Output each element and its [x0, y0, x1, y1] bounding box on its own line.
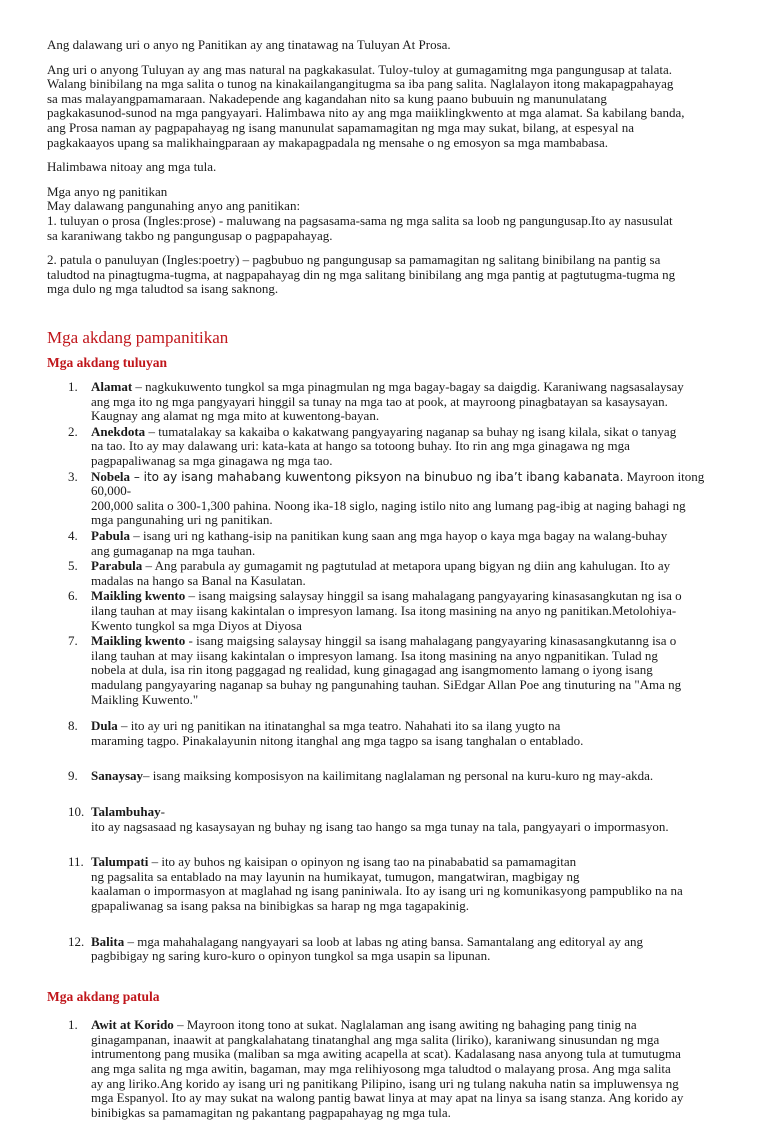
list-term: Maikling kwento — [91, 633, 186, 649]
list-term: Nobela — [91, 468, 130, 484]
list-number: 3. — [68, 468, 78, 484]
list-text: – Ang parabula ay gumagamit ng pagtutulad at metapora upang bigyan ng diin ang kahulugan. Ito ay madalas na hango sa Banal na Kasulatan. — [91, 558, 671, 588]
list-text: - ito ay nagsasaad ng kasaysayan ng buhay ng isang tao hango sa mga tunay na tala, pangyayari o impormasyon. — [91, 803, 669, 834]
list-text: – isang maiksing komposisyon na kailimitang naglalaman ng personal na kuru-kuro ng may-akda. — [143, 768, 654, 784]
list-number: 1. — [68, 379, 78, 395]
list-text-sans: – ito ay isang mahabang kuwentong piksyon na binubuo ng iba’t ibang kabanata. — [130, 469, 624, 484]
list-term: Balita — [91, 933, 125, 949]
list-item — [47, 1018, 725, 1120]
list-term: Anekdota — [91, 423, 146, 439]
list-term: Parabula — [91, 558, 143, 574]
tuluyan-list — [47, 380, 725, 964]
section-heading: Mga akdang pampanitikan — [47, 327, 229, 347]
list-text: – nagkukuwento tungkol sa mga pinagmulan ng mga bagay-bagay sa daigdig. Karaniwang nagsasalaysay ang mga ito ng mga pangyayari hinggil sa tunay na mga tao at pook, at mayroong pinagbatayan sa kasaysayan. Kaugnay ang alamat ng mga mito at kuwentong-bayan. — [91, 379, 684, 424]
intro-paragraph-5: 2. patula o panuluyan (Ingles:poetry) – pagbubuo ng pangungusap sa pamamagitan ng salitang binibilang na pantig sa taludtod na pinagtugma-tugma, at nagpapahayag din ng mga salitang binibilang ang mga pantig at pagtutugma-tugma ng mga dulo ng mga taludtod sa isang saknong. — [47, 252, 676, 297]
tuluyan-subheading: Mga akdang tuluyan — [47, 354, 168, 370]
list-text: – isang maigsing salaysay hinggil sa isang mahalagang pangyayaring kinasasangkutan ng isa o ilang tauhan at may iisang kakintalan o impresyon lamang. Isa itong masining na anyo ng panitikan.Metolohiya- Kwento tungkol sa mga Diyos at Diyosa — [91, 588, 682, 633]
list-number: 12. — [68, 933, 85, 949]
list-text: – tumatalakay sa kakaiba o kakatwang pangyayaring naganap sa buhay ng isang kilala, sikat o tanyag na tao. Ito ay may dalawang uri: kata-kata at hango sa totoong buhay. Ito rin ang mga ginagawa ng mga pagpapaliwanag sa mga ginagawa ng mga tao. — [91, 423, 677, 469]
list-text: – ito ay buhos ng kaisipan o opinyon ng isang tao na pinababatid sa pamamagitan ng pagsalita sa entablado na may layunin na humikayat, tumugon, mangatwiran, magbigay ng kaalaman o impormasyon at maglahad ng isang paniniwala. Ito ay isang uri ng komunikasyong pampubliko na na gpapaliwanag sa isang paksa na binibigkas sa harap ng mga tagapakinig. — [91, 854, 683, 913]
list-item — [47, 805, 725, 834]
list-term: Alamat — [91, 379, 133, 395]
list-number: 1. — [68, 1017, 78, 1033]
list-item — [47, 425, 725, 469]
list-term: Talambuhay — [91, 803, 161, 819]
list-text: – ito ay uri ng panitikan na itinatanghal sa mga teatro. Nahahati ito sa ilang yugto na maraming tagpo. Pinakalayunin nitong itanghal ang mga tagpo sa isang tanghalan o entablado. — [91, 718, 584, 748]
patula-list — [47, 1018, 725, 1120]
list-item — [47, 769, 725, 784]
list-text: Mayroon itong 60,000- 200,000 salita o 300-1,300 pahina. Noong ika-18 siglo, naging istilo nito ang lumang pag-ibig at naging bahagi ng mga pangunahing uri ng panitikan. — [91, 468, 705, 528]
list-number: 9. — [68, 768, 78, 784]
list-item — [47, 855, 725, 913]
list-number: 6. — [68, 588, 78, 604]
list-text: – Mayroon itong tono at sukat. Naglalaman ang isang awiting ng bahaging pang tinig na ginagampanan, inaawit at pangkalahatang tinatanghal ang mga salita (liriko), karaniwang sinusundan ng mga intrumentong pang musika (maliban sa mga awiting acapella at scat). Kadalasang nasa anyong tula at tumutugma ang mga salita ng mga awitin, bagaman, may mga relihiyosong mga taludtod o malayang prosa. Ang mga salita ay ang liriko.Ang korido ay isang uri ng panitikang Pilipino, isang uri ng tulang nakuha natin sa impluwensya ng mga Espanyol. Ito ay may sukat na walong pantig bawat linya at may apat na linya sa isang stanza. Ang korido ay binibigkas sa pamamagitan ng pakantang pagpapahayag ng mga tula. — [91, 1017, 684, 1120]
intro-paragraph-1: Ang dalawang uri o anyo ng Panitikan ay ang tinatawag na Tuluyan At Prosa. — [47, 37, 451, 52]
list-term: Talumpati — [91, 854, 149, 870]
list-number: 10. — [68, 803, 85, 819]
list-number: 8. — [68, 718, 78, 734]
list-item — [47, 380, 725, 424]
list-item — [47, 559, 725, 588]
list-term: Awit at Korido — [91, 1017, 174, 1033]
document-page — [47, 38, 725, 1121]
list-item — [47, 470, 725, 528]
list-item — [47, 634, 725, 707]
list-item — [47, 719, 725, 748]
list-term: Sanaysay — [91, 768, 144, 784]
patula-subheading: Mga akdang patula — [47, 988, 160, 1004]
list-number: 5. — [68, 558, 78, 574]
list-text: – mga mahahalagang nangyayari sa loob at labas ng ating bansa. Samantalang ang editoryal ay ang pagbibigay ng saring kuro-kuro o opinyon tungkol sa mga usapin sa lipunan. — [91, 933, 643, 964]
intro-paragraph-2: Ang uri o anyong Tuluyan ay ang mas natural na pagkakasulat. Tuloy-tuloy at gumagamitng mga pangungusap at talata. Walang binibilang na mga salita o tunog na kinakailangangitugma sa iba pang salita. Naglalayon itong makapagpahayag sa mas malayangpamamaraan. Nakadepende ang kagandahan nito sa kung paano bubuuin ng manunulatang pagkakasunod-sunod na mga pangyayari. Halimbawa nito ay ang mga maiiklingkwento at mga alamat. Sa kabilang banda, ang Prosa naman ay pagpapahayag ng isang manunulat sapamamagitan ng mga may sukat, bilang, at espesyal na pagkakaayos upang sa malikhaingparaan ay makapagpadala ng mensahe o ng emosyon sa mga mambabasa. — [47, 61, 685, 150]
list-number: 11. — [68, 854, 84, 870]
list-text: - isang maigsing salaysay hinggil sa isang mahalagang pangyayaring kinasasangkutanng isa o ilang tauhan at may iisang kakintalan o impresyon lamang. Isa itong masining na anyo ngpanitikan. Tulad ng nobela at dula, isa rin itong paggagad ng realidad, kung ginagagad ang isangmomento lamang o iyong isang madulang pangyayaring naganap sa buhay ng pangunahing tauhan. SiEdgar Allan Poe ang tinuturing na "Ama ng Maikling Kuwento." — [91, 633, 682, 707]
list-term: Pabula — [91, 528, 131, 544]
list-term: Dula — [91, 718, 118, 734]
list-item — [47, 589, 725, 633]
intro-paragraph-4: Mga anyo ng panitikan May dalawang pangunahing anyo ang panitikan: 1. tuluyan o prosa (Ingles:prose) - maluwang na pagsasama-sama ng mga salita sa loob ng pangungusap.Ito ay nasusulat sa karaniwang takbo ng pangungusap o pagpapahayag. — [47, 183, 673, 243]
intro-paragraph-3: Halimbawa nitoay ang mga tula. — [47, 159, 217, 175]
list-number: 4. — [68, 528, 78, 544]
list-item — [47, 529, 725, 558]
list-term: Maikling kwento — [91, 588, 186, 604]
list-number: 7. — [68, 633, 78, 649]
list-number: 2. — [68, 423, 78, 439]
list-text: – isang uri ng kathang-isip na panitikan kung saan ang mga hayop o kaya mga bagay na walang-buhay ang gumaganap na mga tauhan. — [91, 528, 668, 558]
list-item — [47, 935, 725, 964]
